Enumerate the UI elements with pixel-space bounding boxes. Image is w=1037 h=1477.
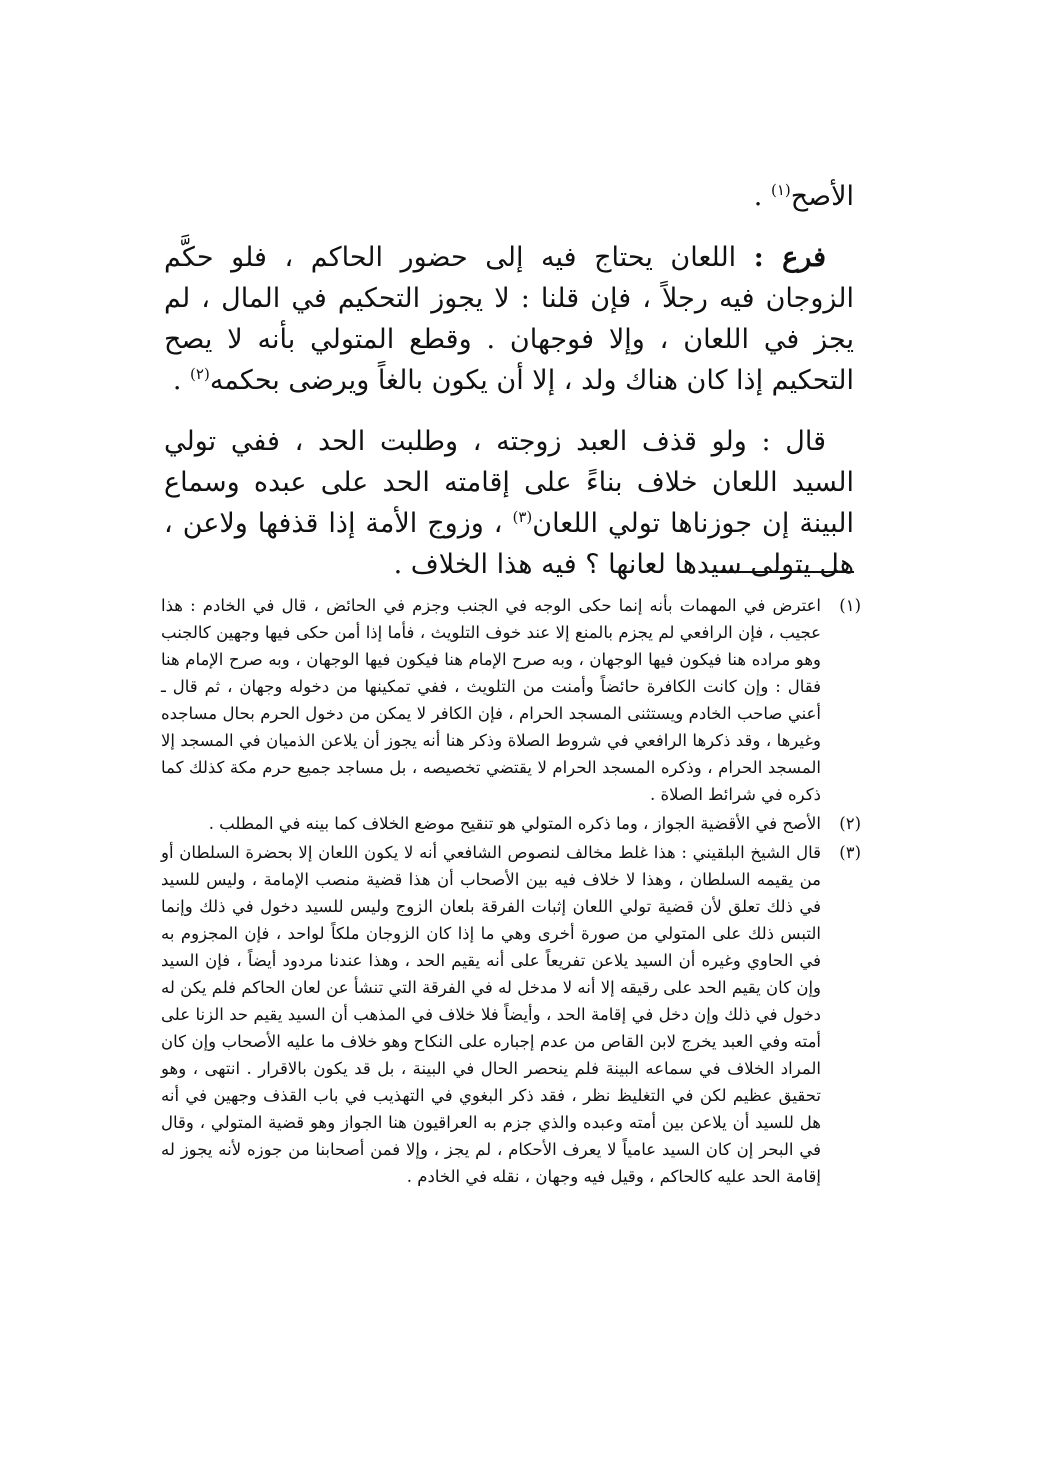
footnote-2: [161, 810, 861, 837]
footnote-ref-2[interactable]: (٢): [190, 365, 210, 383]
footnote-divider: [716, 571, 854, 573]
paragraph-2-tail: .: [172, 365, 191, 396]
footnote-2-text: الأصح في الأقضية الجواز ، وما ذكره المتولي هو تنقيح موضع الخلاف كما بينه في المطلب .: [208, 814, 821, 833]
paragraph-1: [164, 176, 854, 217]
paragraph-1-tail: .: [753, 181, 771, 212]
footnote-1-text: اعترض في المهمات بأنه إنما حكى الوجه في الجنب وجزم في الحائض ، قال في الخادم : هذا عجيب ، فإن الرافعي لم يجزم بالمنع إلا عند خوف التلويث ، فأما إذا أمن حكى فيها وجهين كالجنب وهو مراده هنا فيكون فيها الوجهان ، وبه صرح الإمام هنا فيكون فيها الوجهان ، وبه صرح الإمام هنا فقال : وإن كانت الكافرة حائضاً وأمنت من التلويث ، ففي تمكينها من دخوله وجهان ، ثم قال ـ أعني صاحب الخادم ويستثنى المسجد الحرام ، فإن الكافر لا يمكن من دخول الحرم بحال مساجده وغيرها ، وقد ذكرها الرافعي في شروط الصلاة وذكر هنا أنه يجوز أن يلاعن الذميان في المسجد إلا المسجد الحرام ، وذكره المسجد الحرام لا يقتضي تخصيصه ، بل مساجد جميع حرم مكة كذلك كما ذكره في شرائط الصلاة .: [161, 596, 821, 804]
footnote-ref-1[interactable]: (١): [770, 181, 791, 199]
footnote-2-number: (٢): [839, 814, 861, 833]
paragraph-2-text: اللعان يحتاج فيه إلى حضور الحاكم ، فلو حكَّم الزوجان فيه رجلاً ، فإن قلنا : لا يجوز التحكيم في المال ، لم يجز في اللعان ، وإلا فوجهان . وقطع المتولي بأنه لا يصح التحكيم إذا كان هناك ولد ، إلا أن يكون بالغاً ويرضى بحكمه: [164, 242, 854, 396]
footnote-1-number: (١): [839, 596, 861, 615]
paragraph-3-text: قال : ولو قذف العبد زوجته ، وطلبت الحد ، ففي تولي السيد اللعان خلاف بناءً على إقامته الحد على عبده وسماع البينة إن جوزناها تولي اللعان: [164, 426, 854, 539]
footnote-ref-3[interactable]: (٣): [512, 508, 533, 526]
paragraph-1-text: الأصح: [790, 181, 854, 212]
footnote-3: [161, 839, 861, 1190]
footnotes: [161, 592, 861, 1192]
footnote-3-text: قال الشيخ البلقيني : هذا غلط مخالف لنصوص الشافعي أنه لا يكون اللعان إلا بحضرة السلطان أو من يقيمه السلطان ، وهذا لا خلاف فيه بين الأصحاب أن هذا قضية منصب الإمامة ، وليس للسيد في ذلك تعلق لأن قضية تولي اللعان إثبات الفرقة بلعان الزوج وليس للسيد دخول في ذلك وإنما التبس ذلك على المتولي من صورة أخرى وهي ما إذا كان الزوجان ملكاً لواحد ، فإن المجزوم به في الحاوي وغيره أن السيد يلاعن تفريعاً على أنه يقيم الحد ، وهذا عندنا مردود أيضاً ، فإن السيد وإن كان يقيم الحد على رقيقه إلا أنه لا مدخل له في الفرقة التي تنشأ عن لعان الحاكم فلم يكن له دخول في ذلك وإن دخل في إقامة الحد ، وأيضاً فلا خلاف في المذهب أن السيد يقيم حد الزنا على أمته وفي العبد يخرج لابن القاص من عدم إجباره على النكاح وهو خلاف ما عليه الأصحاب وإن كان المراد الخلاف في سماعه البينة فلم ينحصر الحال في البينة ، بل قد يكون بالاقرار . انتهى ، وهو تحقيق عظيم لكن في التغليظ نظر ، فقد ذكر البغوي في التهذيب في باب القذف وجهين في أنه هل للسيد أن يلاعن بين أمته وعبده والذي جزم به العراقيون هنا الجواز وهو قضية المتولي ، وقال في البحر إن كان السيد عامياً لا يعرف الأحكام ، لم يجز ، وإلا فمن أصحابنا من جوزه لأنه يجوز له إقامة الحد عليه كالحاكم ، وقيل فيه وجهان ، نقله في الخادم .: [161, 843, 821, 1186]
paragraph-3-tail: ، وزوج الأمة إذا قذفها ولاعن ، هل يتولى سيدها لعانها ؟ فيه هذا الخلاف .: [164, 508, 854, 580]
footnote-3-number: (٣): [839, 843, 861, 862]
paragraph-2-lead: فرع :: [753, 242, 826, 273]
paragraph-3: [164, 421, 854, 585]
paragraph-2: [164, 237, 854, 401]
main-text: [164, 176, 854, 605]
footnote-1: [161, 592, 861, 808]
